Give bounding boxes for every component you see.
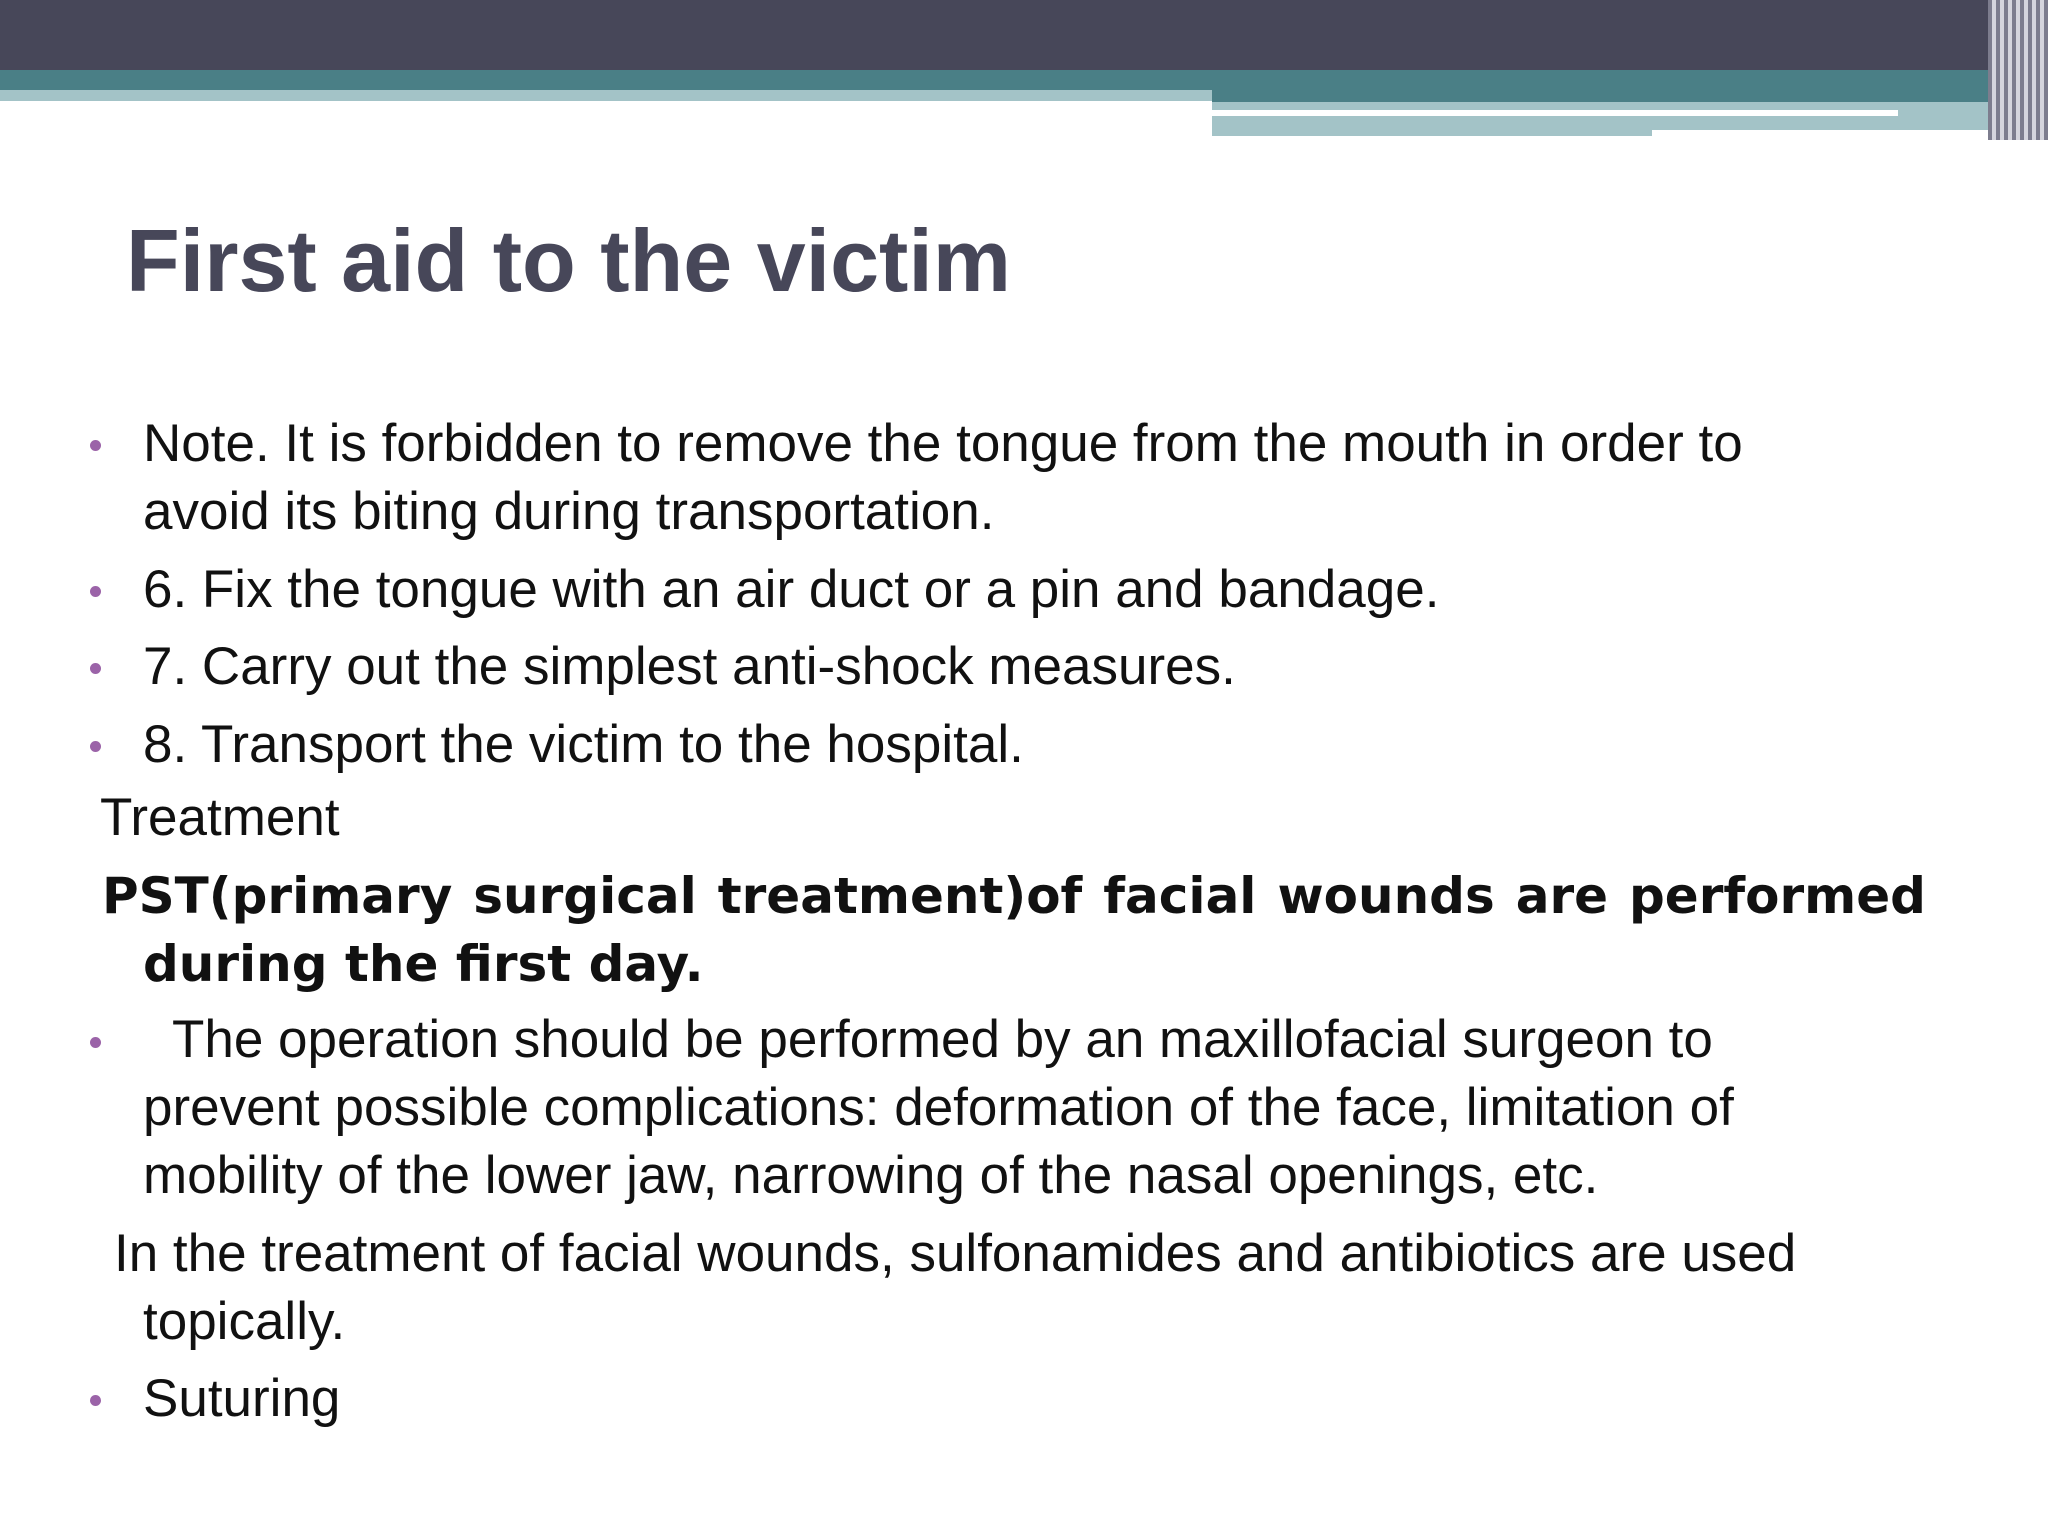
operation-line-1: The operation should be performed by an maxillofacial surgeon to	[172, 1010, 1713, 1069]
step-6: 6. Fix the tongue with an air duct or a pin and bandage.	[143, 560, 1440, 619]
pst-heading-line-2: during the first day.	[143, 935, 704, 993]
note-line-2: avoid its biting during transportation.	[143, 482, 995, 541]
pst-heading-line-1	[102, 862, 1926, 930]
pst-word: wounds	[1277, 867, 1495, 925]
pst-word: treatment)of	[717, 867, 1083, 925]
pst-word: are	[1515, 867, 1609, 925]
pst-word: performed	[1629, 867, 1926, 925]
antibiotics-line-1: In the treatment of facial wounds, sulfonamides and antibiotics are used	[114, 1224, 1797, 1283]
operation-line-2: prevent possible complications: deformation of the face, limitation of	[143, 1078, 1734, 1137]
step-8: 8. Transport the victim to the hospital.	[143, 715, 1024, 774]
note-line-1: Note. It is forbidden to remove the tongue from the mouth in order to	[143, 414, 1743, 473]
step-7: 7. Carry out the simplest anti-shock measures.	[143, 637, 1236, 696]
bullet-icon	[90, 1395, 101, 1406]
bullet-icon	[90, 663, 101, 674]
operation-line-3: mobility of the lower jaw, narrowing of the nasal openings, etc.	[143, 1146, 1599, 1205]
bullet-icon	[90, 1037, 101, 1048]
pst-word: facial	[1103, 867, 1257, 925]
treatment-label: Treatment	[100, 788, 340, 847]
pst-word: surgical	[473, 867, 697, 925]
bullet-icon	[90, 440, 101, 451]
suturing: Suturing	[143, 1369, 341, 1428]
pst-word: PST(primary	[102, 867, 453, 925]
bullet-icon	[90, 741, 101, 752]
antibiotics-line-2: topically.	[143, 1292, 346, 1351]
bullet-icon	[90, 586, 101, 597]
slide-title: First aid to the victim	[126, 211, 1012, 310]
